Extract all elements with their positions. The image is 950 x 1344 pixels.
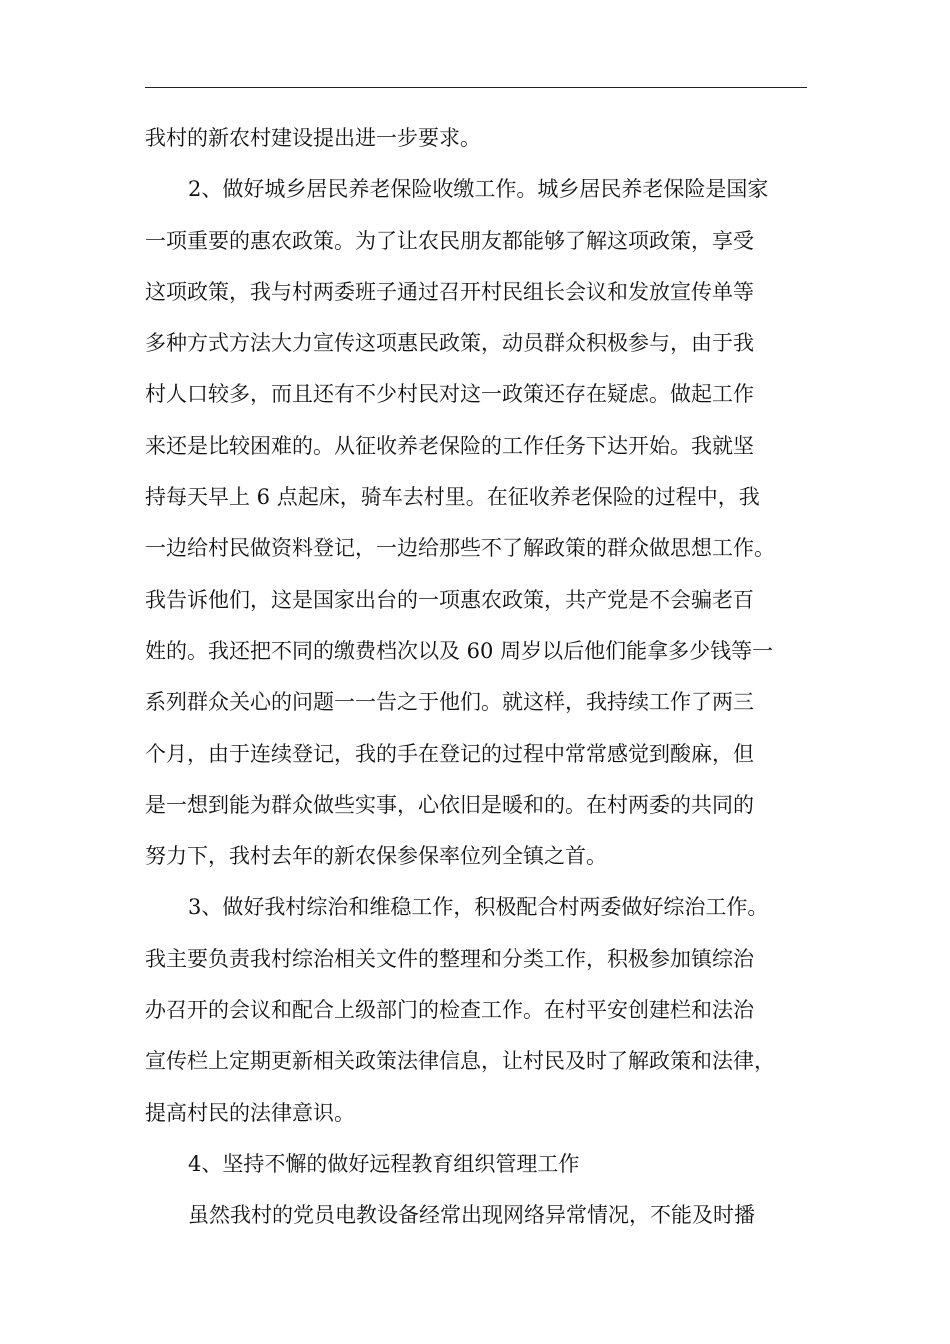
text-line: 多种方式方法大力宣传这项惠民政策，动员群众积极参与，由于我: [145, 331, 754, 356]
text-line: 办召开的会议和配合上级部门的检查工作。在村平安创建栏和法治: [145, 998, 754, 1023]
text-line: 持每天早上 6 点起床，骑车去村里。在征收养老保险的过程中，我: [145, 485, 760, 510]
body-text: [145, 113, 810, 1242]
text-line: 村人口较多，而且还有不少村民对这一政策还存在疑虑。做起工作: [145, 382, 754, 407]
text-line: 一边给村民做资料登记，一边给那些不了解政策的群众做思想工作。: [145, 536, 775, 561]
text-line: 我主要负责我村综治相关文件的整理和分类工作，积极参加镇综治: [145, 946, 754, 971]
header-rule: [145, 87, 807, 88]
text-line: 系列群众关心的问题一一告之于他们。就这样，我持续工作了两三: [145, 690, 754, 715]
text-line: 个月，由于连续登记，我的手在登记的过程中常常感觉到酸麻，但: [145, 741, 754, 766]
text-line: 姓的。我还把不同的缴费档次以及 60 周岁以后他们能拿多少钱等一: [145, 638, 774, 663]
text-line: 提高村民的法律意识。: [145, 1100, 355, 1125]
text-line: 一项重要的惠农政策。为了让农民朋友都能够了解这项政策，享受: [145, 228, 754, 253]
text-line: 这项政策，我与村两委班子通过召开村民组长会议和发放宣传单等: [145, 279, 754, 304]
text-line: 3、做好我村综治和维稳工作，积极配合村两委做好综治工作。: [188, 895, 769, 920]
text-line: 努力下，我村去年的新农保参保率位列全镇之首。: [145, 844, 607, 869]
text-line: 来还是比较困难的。从征收养老保险的工作任务下达开始。我就坚: [145, 433, 754, 458]
text-line: 2、做好城乡居民养老保险收缴工作。城乡居民养老保险是国家: [188, 177, 769, 202]
text-line: 虽然我村的党员电教设备经常出现网络异常情况，不能及时播: [188, 1203, 755, 1228]
text-line: 4、坚持不懈的做好远程教育组织管理工作: [188, 1151, 580, 1176]
text-line: 是一想到能为群众做些实事，心依旧是暖和的。在村两委的共同的: [145, 792, 754, 817]
text-line: 我告诉他们，这是国家出台的一项惠农政策，共产党是不会骗老百: [145, 587, 754, 612]
text-line: 宣传栏上定期更新相关政策法律信息，让村民及时了解政策和法律，: [145, 1049, 775, 1074]
text-line: 我村的新农村建设提出进一步要求。: [145, 126, 481, 150]
